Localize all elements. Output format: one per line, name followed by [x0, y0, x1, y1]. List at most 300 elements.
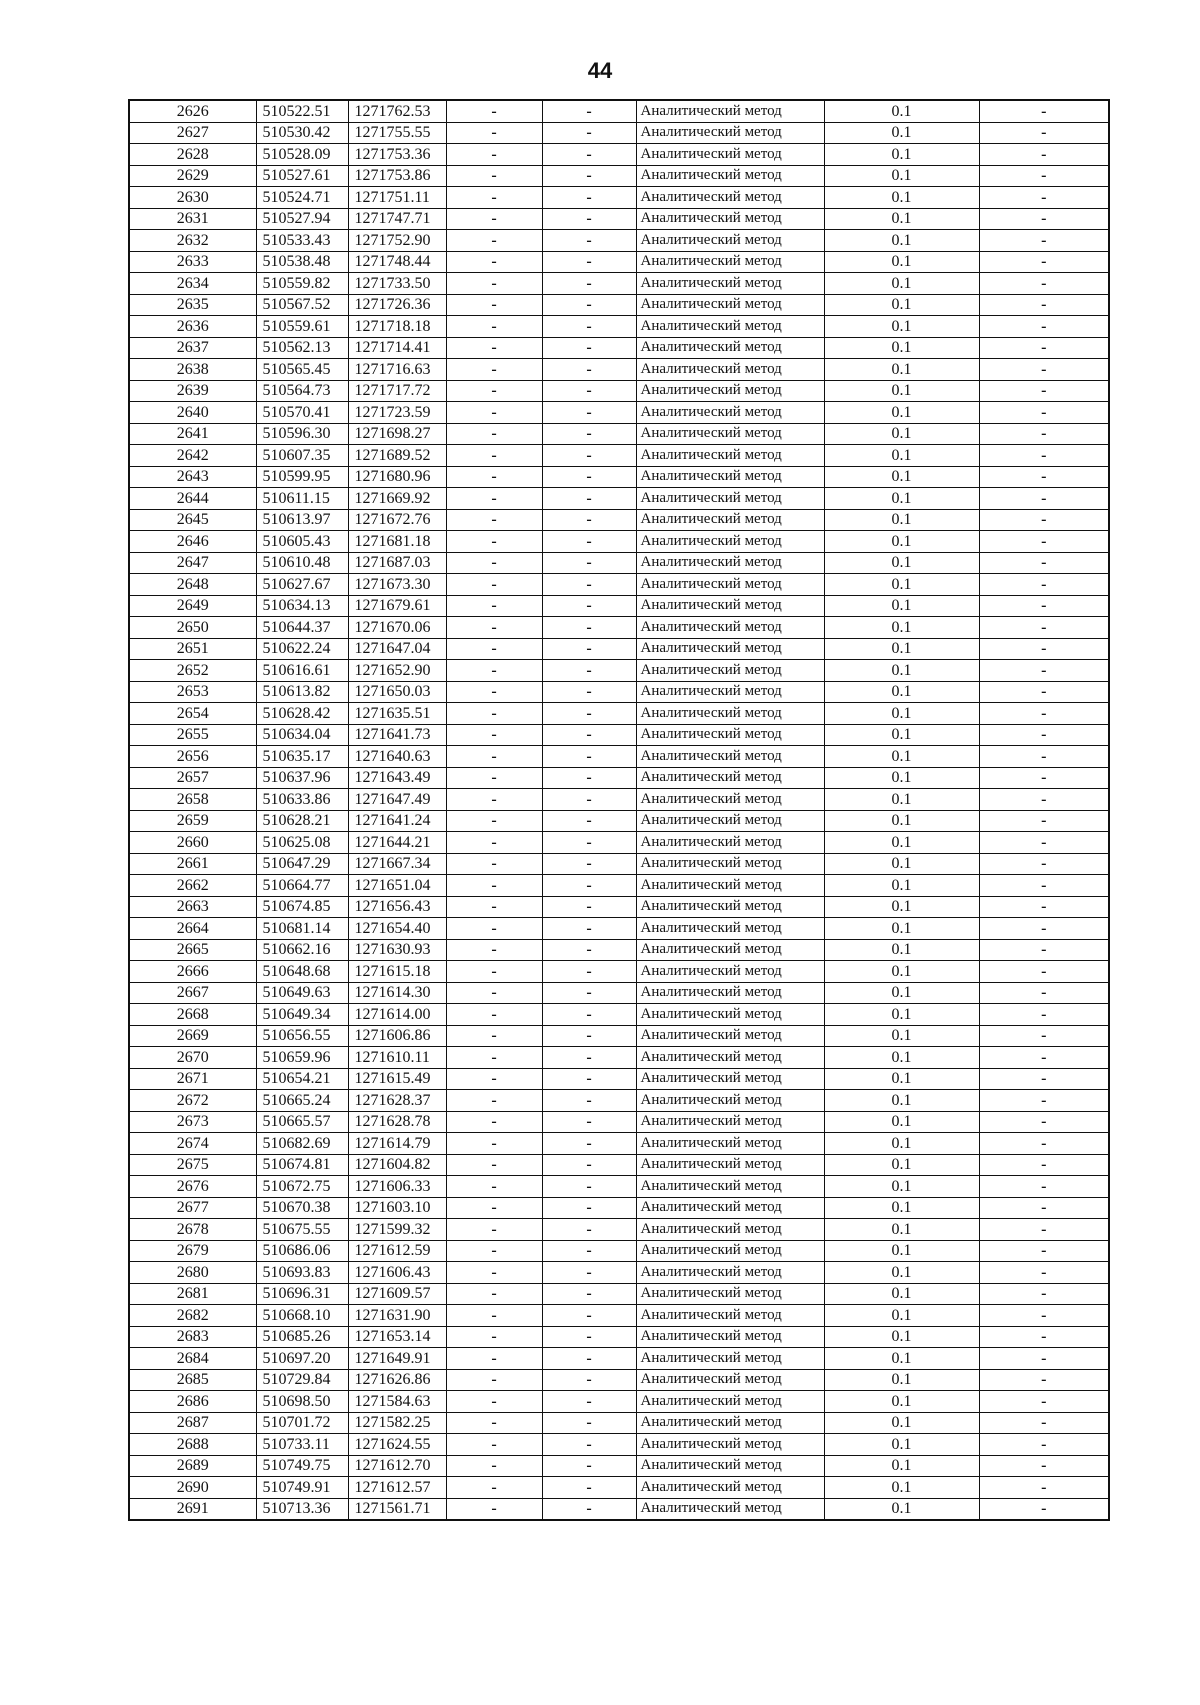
- dash-cell: -: [446, 1090, 542, 1112]
- dash-cell: -: [446, 337, 542, 359]
- dash-cell: -: [542, 1434, 636, 1456]
- dash-cell: -: [979, 1240, 1109, 1262]
- method-cell: Аналитический метод: [636, 1305, 824, 1327]
- table-row: [129, 638, 1109, 660]
- accuracy-cell: 0.1: [824, 896, 979, 918]
- dash-cell: -: [979, 122, 1109, 144]
- dash-cell: -: [979, 595, 1109, 617]
- table-row: [129, 982, 1109, 1004]
- y-coordinate-cell: 1271582.25: [348, 1412, 446, 1434]
- dash-cell: -: [446, 380, 542, 402]
- table-row: [129, 509, 1109, 531]
- y-coordinate-cell: 1271606.86: [348, 1025, 446, 1047]
- accuracy-cell: 0.1: [824, 918, 979, 940]
- dash-cell: -: [542, 251, 636, 273]
- x-coordinate-cell: 510649.63: [256, 982, 348, 1004]
- method-cell: Аналитический метод: [636, 875, 824, 897]
- x-coordinate-cell: 510682.69: [256, 1133, 348, 1155]
- y-coordinate-cell: 1271652.90: [348, 660, 446, 682]
- point-number-cell: 2688: [129, 1434, 256, 1456]
- dash-cell: -: [542, 939, 636, 961]
- x-coordinate-cell: 510634.13: [256, 595, 348, 617]
- table-row: [129, 122, 1109, 144]
- dash-cell: -: [446, 531, 542, 553]
- y-coordinate-cell: 1271599.32: [348, 1219, 446, 1241]
- x-coordinate-cell: 510681.14: [256, 918, 348, 940]
- method-cell: Аналитический метод: [636, 1391, 824, 1413]
- table-row: [129, 1240, 1109, 1262]
- y-coordinate-cell: 1271751.11: [348, 187, 446, 209]
- dash-cell: -: [542, 165, 636, 187]
- x-coordinate-cell: 510656.55: [256, 1025, 348, 1047]
- dash-cell: -: [542, 1498, 636, 1520]
- y-coordinate-cell: 1271614.79: [348, 1133, 446, 1155]
- x-coordinate-cell: 510634.04: [256, 724, 348, 746]
- dash-cell: -: [542, 509, 636, 531]
- point-number-cell: 2685: [129, 1369, 256, 1391]
- dash-cell: -: [542, 1305, 636, 1327]
- accuracy-cell: 0.1: [824, 574, 979, 596]
- accuracy-cell: 0.1: [824, 1111, 979, 1133]
- accuracy-cell: 0.1: [824, 144, 979, 166]
- table-row: [129, 402, 1109, 424]
- table-row: [129, 832, 1109, 854]
- y-coordinate-cell: 1271641.73: [348, 724, 446, 746]
- dash-cell: -: [542, 1197, 636, 1219]
- dash-cell: -: [979, 1369, 1109, 1391]
- point-number-cell: 2634: [129, 273, 256, 295]
- method-cell: Аналитический метод: [636, 1326, 824, 1348]
- dash-cell: -: [542, 574, 636, 596]
- dash-cell: -: [446, 1068, 542, 1090]
- accuracy-cell: 0.1: [824, 1133, 979, 1155]
- accuracy-cell: 0.1: [824, 1283, 979, 1305]
- x-coordinate-cell: 510647.29: [256, 853, 348, 875]
- method-cell: Аналитический метод: [636, 1176, 824, 1198]
- dash-cell: -: [979, 531, 1109, 553]
- x-coordinate-cell: 510696.31: [256, 1283, 348, 1305]
- x-coordinate-cell: 510613.97: [256, 509, 348, 531]
- table-row: [129, 789, 1109, 811]
- dash-cell: -: [542, 1391, 636, 1413]
- dash-cell: -: [979, 767, 1109, 789]
- dash-cell: -: [542, 230, 636, 252]
- table-row: [129, 1412, 1109, 1434]
- x-coordinate-cell: 510644.37: [256, 617, 348, 639]
- point-number-cell: 2637: [129, 337, 256, 359]
- dash-cell: -: [446, 1133, 542, 1155]
- method-cell: Аналитический метод: [636, 1047, 824, 1069]
- dash-cell: -: [979, 703, 1109, 725]
- dash-cell: -: [446, 595, 542, 617]
- point-number-cell: 2681: [129, 1283, 256, 1305]
- dash-cell: -: [979, 1219, 1109, 1241]
- accuracy-cell: 0.1: [824, 638, 979, 660]
- point-number-cell: 2680: [129, 1262, 256, 1284]
- x-coordinate-cell: 510530.42: [256, 122, 348, 144]
- accuracy-cell: 0.1: [824, 1434, 979, 1456]
- dash-cell: -: [979, 939, 1109, 961]
- accuracy-cell: 0.1: [824, 875, 979, 897]
- point-number-cell: 2655: [129, 724, 256, 746]
- x-coordinate-cell: 510674.81: [256, 1154, 348, 1176]
- dash-cell: -: [979, 1068, 1109, 1090]
- table-row: [129, 1219, 1109, 1241]
- x-coordinate-cell: 510649.34: [256, 1004, 348, 1026]
- point-number-cell: 2648: [129, 574, 256, 596]
- dash-cell: -: [446, 961, 542, 983]
- point-number-cell: 2677: [129, 1197, 256, 1219]
- table-row: [129, 359, 1109, 381]
- table-row: [129, 488, 1109, 510]
- point-number-cell: 2642: [129, 445, 256, 467]
- dash-cell: -: [979, 1326, 1109, 1348]
- y-coordinate-cell: 1271644.21: [348, 832, 446, 854]
- dash-cell: -: [979, 294, 1109, 316]
- dash-cell: -: [979, 681, 1109, 703]
- dash-cell: -: [446, 1197, 542, 1219]
- dash-cell: -: [542, 1477, 636, 1499]
- dash-cell: -: [542, 359, 636, 381]
- dash-cell: -: [542, 810, 636, 832]
- y-coordinate-cell: 1271753.36: [348, 144, 446, 166]
- method-cell: Аналитический метод: [636, 402, 824, 424]
- dash-cell: -: [446, 1412, 542, 1434]
- dash-cell: -: [446, 982, 542, 1004]
- y-coordinate-cell: 1271670.06: [348, 617, 446, 639]
- dash-cell: -: [542, 531, 636, 553]
- y-coordinate-cell: 1271747.71: [348, 208, 446, 230]
- dash-cell: -: [446, 445, 542, 467]
- accuracy-cell: 0.1: [824, 1498, 979, 1520]
- dash-cell: -: [542, 445, 636, 467]
- y-coordinate-cell: 1271673.30: [348, 574, 446, 596]
- dash-cell: -: [542, 1154, 636, 1176]
- dash-cell: -: [542, 1326, 636, 1348]
- method-cell: Аналитический метод: [636, 853, 824, 875]
- dash-cell: -: [446, 617, 542, 639]
- method-cell: Аналитический метод: [636, 1477, 824, 1499]
- accuracy-cell: 0.1: [824, 509, 979, 531]
- x-coordinate-cell: 510605.43: [256, 531, 348, 553]
- point-number-cell: 2652: [129, 660, 256, 682]
- dash-cell: -: [542, 1348, 636, 1370]
- dash-cell: -: [542, 896, 636, 918]
- y-coordinate-cell: 1271626.86: [348, 1369, 446, 1391]
- x-coordinate-cell: 510611.15: [256, 488, 348, 510]
- y-coordinate-cell: 1271733.50: [348, 273, 446, 295]
- x-coordinate-cell: 510559.61: [256, 316, 348, 338]
- dash-cell: -: [446, 1498, 542, 1520]
- y-coordinate-cell: 1271679.61: [348, 595, 446, 617]
- point-number-cell: 2628: [129, 144, 256, 166]
- method-cell: Аналитический метод: [636, 810, 824, 832]
- method-cell: Аналитический метод: [636, 703, 824, 725]
- y-coordinate-cell: 1271748.44: [348, 251, 446, 273]
- method-cell: Аналитический метод: [636, 380, 824, 402]
- method-cell: Аналитический метод: [636, 961, 824, 983]
- dash-cell: -: [979, 1025, 1109, 1047]
- x-coordinate-cell: 510610.48: [256, 552, 348, 574]
- method-cell: Аналитический метод: [636, 1412, 824, 1434]
- point-number-cell: 2656: [129, 746, 256, 768]
- dash-cell: -: [979, 1434, 1109, 1456]
- accuracy-cell: 0.1: [824, 853, 979, 875]
- y-coordinate-cell: 1271649.91: [348, 1348, 446, 1370]
- dash-cell: -: [542, 1455, 636, 1477]
- accuracy-cell: 0.1: [824, 380, 979, 402]
- dash-cell: -: [542, 273, 636, 295]
- y-coordinate-cell: 1271614.30: [348, 982, 446, 1004]
- accuracy-cell: 0.1: [824, 208, 979, 230]
- point-number-cell: 2686: [129, 1391, 256, 1413]
- point-number-cell: 2687: [129, 1412, 256, 1434]
- y-coordinate-cell: 1271651.04: [348, 875, 446, 897]
- point-number-cell: 2671: [129, 1068, 256, 1090]
- x-coordinate-cell: 510685.26: [256, 1326, 348, 1348]
- dash-cell: -: [446, 1434, 542, 1456]
- y-coordinate-cell: 1271755.55: [348, 122, 446, 144]
- table-body: [129, 100, 1109, 1520]
- dash-cell: -: [979, 1133, 1109, 1155]
- y-coordinate-cell: 1271606.43: [348, 1262, 446, 1284]
- dash-cell: -: [979, 638, 1109, 660]
- x-coordinate-cell: 510665.24: [256, 1090, 348, 1112]
- method-cell: Аналитический метод: [636, 1133, 824, 1155]
- dash-cell: -: [542, 918, 636, 940]
- point-number-cell: 2691: [129, 1498, 256, 1520]
- dash-cell: -: [446, 423, 542, 445]
- x-coordinate-cell: 510733.11: [256, 1434, 348, 1456]
- table-row: [129, 961, 1109, 983]
- dash-cell: -: [542, 144, 636, 166]
- dash-cell: -: [446, 1369, 542, 1391]
- accuracy-cell: 0.1: [824, 552, 979, 574]
- accuracy-cell: 0.1: [824, 402, 979, 424]
- method-cell: Аналитический метод: [636, 918, 824, 940]
- method-cell: Аналитический метод: [636, 1262, 824, 1284]
- y-coordinate-cell: 1271680.96: [348, 466, 446, 488]
- table-row: [129, 1348, 1109, 1370]
- dash-cell: -: [446, 810, 542, 832]
- dash-cell: -: [446, 1283, 542, 1305]
- table-row: [129, 337, 1109, 359]
- y-coordinate-cell: 1271640.63: [348, 746, 446, 768]
- accuracy-cell: 0.1: [824, 531, 979, 553]
- point-number-cell: 2665: [129, 939, 256, 961]
- point-number-cell: 2670: [129, 1047, 256, 1069]
- x-coordinate-cell: 510713.36: [256, 1498, 348, 1520]
- method-cell: Аналитический метод: [636, 466, 824, 488]
- dash-cell: -: [446, 767, 542, 789]
- dash-cell: -: [979, 1391, 1109, 1413]
- accuracy-cell: 0.1: [824, 681, 979, 703]
- x-coordinate-cell: 510596.30: [256, 423, 348, 445]
- method-cell: Аналитический метод: [636, 1219, 824, 1241]
- accuracy-cell: 0.1: [824, 939, 979, 961]
- dash-cell: -: [446, 918, 542, 940]
- y-coordinate-cell: 1271603.10: [348, 1197, 446, 1219]
- method-cell: Аналитический метод: [636, 1025, 824, 1047]
- dash-cell: -: [446, 100, 542, 122]
- method-cell: Аналитический метод: [636, 1240, 824, 1262]
- point-number-cell: 2675: [129, 1154, 256, 1176]
- x-coordinate-cell: 510528.09: [256, 144, 348, 166]
- y-coordinate-cell: 1271656.43: [348, 896, 446, 918]
- dash-cell: -: [979, 187, 1109, 209]
- y-coordinate-cell: 1271714.41: [348, 337, 446, 359]
- accuracy-cell: 0.1: [824, 273, 979, 295]
- dash-cell: -: [446, 122, 542, 144]
- method-cell: Аналитический метод: [636, 1090, 824, 1112]
- method-cell: Аналитический метод: [636, 982, 824, 1004]
- x-coordinate-cell: 510616.61: [256, 660, 348, 682]
- dash-cell: -: [446, 1240, 542, 1262]
- point-number-cell: 2666: [129, 961, 256, 983]
- point-number-cell: 2682: [129, 1305, 256, 1327]
- dash-cell: -: [979, 208, 1109, 230]
- method-cell: Аналитический метод: [636, 1068, 824, 1090]
- y-coordinate-cell: 1271681.18: [348, 531, 446, 553]
- y-coordinate-cell: 1271723.59: [348, 402, 446, 424]
- dash-cell: -: [446, 1154, 542, 1176]
- dash-cell: -: [446, 187, 542, 209]
- table-row: [129, 1090, 1109, 1112]
- table-row: [129, 660, 1109, 682]
- dash-cell: -: [979, 1090, 1109, 1112]
- point-number-cell: 2659: [129, 810, 256, 832]
- dash-cell: -: [979, 509, 1109, 531]
- point-number-cell: 2639: [129, 380, 256, 402]
- x-coordinate-cell: 510635.17: [256, 746, 348, 768]
- table-row: [129, 445, 1109, 467]
- table-row: [129, 918, 1109, 940]
- dash-cell: -: [446, 1348, 542, 1370]
- table-row: [129, 1391, 1109, 1413]
- point-number-cell: 2673: [129, 1111, 256, 1133]
- y-coordinate-cell: 1271641.24: [348, 810, 446, 832]
- y-coordinate-cell: 1271687.03: [348, 552, 446, 574]
- table-row: [129, 595, 1109, 617]
- dash-cell: -: [542, 423, 636, 445]
- dash-cell: -: [542, 1412, 636, 1434]
- x-coordinate-cell: 510538.48: [256, 251, 348, 273]
- table-row: [129, 1133, 1109, 1155]
- table-row: [129, 1004, 1109, 1026]
- accuracy-cell: 0.1: [824, 165, 979, 187]
- dash-cell: -: [542, 853, 636, 875]
- dash-cell: -: [542, 552, 636, 574]
- accuracy-cell: 0.1: [824, 1369, 979, 1391]
- point-number-cell: 2678: [129, 1219, 256, 1241]
- method-cell: Аналитический метод: [636, 1498, 824, 1520]
- dash-cell: -: [979, 853, 1109, 875]
- dash-cell: -: [542, 1369, 636, 1391]
- dash-cell: -: [542, 122, 636, 144]
- accuracy-cell: 0.1: [824, 1412, 979, 1434]
- dash-cell: -: [542, 1283, 636, 1305]
- dash-cell: -: [446, 488, 542, 510]
- dash-cell: -: [979, 1348, 1109, 1370]
- method-cell: Аналитический метод: [636, 660, 824, 682]
- point-number-cell: 2635: [129, 294, 256, 316]
- dash-cell: -: [979, 337, 1109, 359]
- method-cell: Аналитический метод: [636, 1197, 824, 1219]
- accuracy-cell: 0.1: [824, 1025, 979, 1047]
- method-cell: Аналитический метод: [636, 1348, 824, 1370]
- dash-cell: -: [446, 466, 542, 488]
- accuracy-cell: 0.1: [824, 466, 979, 488]
- accuracy-cell: 0.1: [824, 230, 979, 252]
- point-number-cell: 2630: [129, 187, 256, 209]
- accuracy-cell: 0.1: [824, 1004, 979, 1026]
- table-row: [129, 316, 1109, 338]
- dash-cell: -: [446, 746, 542, 768]
- dash-cell: -: [446, 1477, 542, 1499]
- dash-cell: -: [446, 638, 542, 660]
- accuracy-cell: 0.1: [824, 982, 979, 1004]
- dash-cell: -: [542, 681, 636, 703]
- table-row: [129, 1154, 1109, 1176]
- accuracy-cell: 0.1: [824, 359, 979, 381]
- dash-cell: -: [446, 230, 542, 252]
- table-row: [129, 1025, 1109, 1047]
- table-row: [129, 165, 1109, 187]
- y-coordinate-cell: 1271610.11: [348, 1047, 446, 1069]
- point-number-cell: 2651: [129, 638, 256, 660]
- dash-cell: -: [979, 918, 1109, 940]
- y-coordinate-cell: 1271612.57: [348, 1477, 446, 1499]
- table-row: [129, 853, 1109, 875]
- accuracy-cell: 0.1: [824, 1176, 979, 1198]
- x-coordinate-cell: 510672.75: [256, 1176, 348, 1198]
- method-cell: Аналитический метод: [636, 1154, 824, 1176]
- dash-cell: -: [979, 1498, 1109, 1520]
- accuracy-cell: 0.1: [824, 595, 979, 617]
- method-cell: Аналитический метод: [636, 144, 824, 166]
- dash-cell: -: [542, 1068, 636, 1090]
- accuracy-cell: 0.1: [824, 1348, 979, 1370]
- table-row: [129, 1111, 1109, 1133]
- dash-cell: -: [979, 1197, 1109, 1219]
- point-number-cell: 2643: [129, 466, 256, 488]
- method-cell: Аналитический метод: [636, 423, 824, 445]
- x-coordinate-cell: 510622.24: [256, 638, 348, 660]
- dash-cell: -: [446, 832, 542, 854]
- x-coordinate-cell: 510668.10: [256, 1305, 348, 1327]
- dash-cell: -: [446, 144, 542, 166]
- dash-cell: -: [446, 316, 542, 338]
- dash-cell: -: [979, 810, 1109, 832]
- dash-cell: -: [979, 1412, 1109, 1434]
- point-number-cell: 2660: [129, 832, 256, 854]
- point-number-cell: 2690: [129, 1477, 256, 1499]
- dash-cell: -: [979, 1111, 1109, 1133]
- dash-cell: -: [979, 1004, 1109, 1026]
- method-cell: Аналитический метод: [636, 337, 824, 359]
- x-coordinate-cell: 510701.72: [256, 1412, 348, 1434]
- method-cell: Аналитический метод: [636, 681, 824, 703]
- dash-cell: -: [979, 230, 1109, 252]
- dash-cell: -: [979, 982, 1109, 1004]
- dash-cell: -: [979, 273, 1109, 295]
- y-coordinate-cell: 1271643.49: [348, 767, 446, 789]
- accuracy-cell: 0.1: [824, 251, 979, 273]
- dash-cell: -: [979, 316, 1109, 338]
- accuracy-cell: 0.1: [824, 767, 979, 789]
- x-coordinate-cell: 510637.96: [256, 767, 348, 789]
- table-row: [129, 552, 1109, 574]
